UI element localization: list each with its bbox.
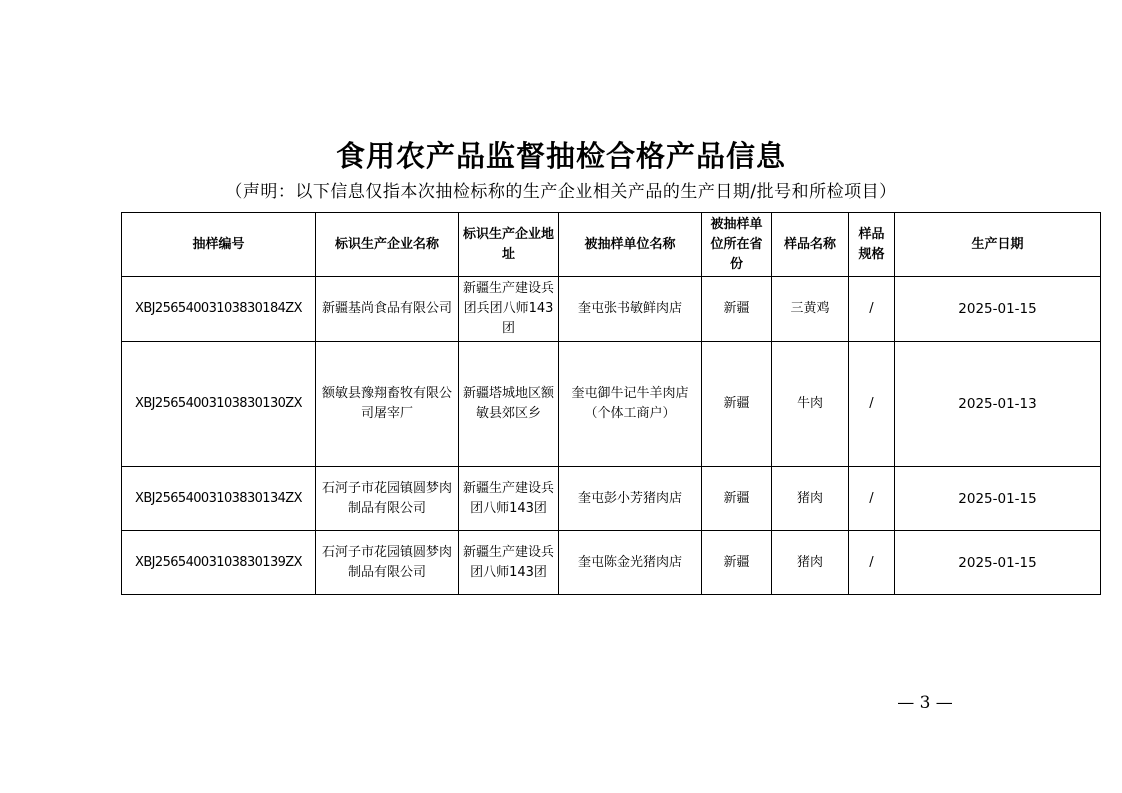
disclaimer-subtitle: （声明：以下信息仅指本次抽检标称的生产企业相关产品的生产日期/批号和所检项目）	[225, 182, 897, 202]
table-row	[122, 531, 1101, 595]
cell-sampled-unit: 奎屯彭小芳猪肉店	[559, 467, 702, 531]
cell-sample-spec: /	[849, 342, 895, 467]
header-sampled-unit: 被抽样单位名称	[559, 213, 702, 277]
table-row	[122, 277, 1101, 342]
header-sample-code: 抽样编号	[122, 213, 316, 277]
cell-manufacturer-address: 新疆生产建设兵团兵团八师143团	[459, 277, 559, 342]
page-number: — 3 —	[897, 693, 953, 713]
cell-province: 新疆	[702, 531, 772, 595]
header-province: 被抽样单位所在省份	[702, 213, 772, 277]
cell-sample-code: XBJ25654003103830139ZX	[122, 531, 316, 595]
cell-sample-name: 三黄鸡	[772, 277, 849, 342]
header-manufacturer-name: 标识生产企业名称	[316, 213, 459, 277]
cell-production-date: 2025-01-15	[895, 467, 1101, 531]
cell-production-date: 2025-01-15	[895, 531, 1101, 595]
cell-sample-code: XBJ25654003103830184ZX	[122, 277, 316, 342]
cell-manufacturer-address: 新疆生产建设兵团八师143团	[459, 531, 559, 595]
inspection-results-table	[121, 212, 1101, 595]
cell-sample-code: XBJ25654003103830130ZX	[122, 342, 316, 467]
cell-sample-spec: /	[849, 467, 895, 531]
cell-sample-name: 猪肉	[772, 467, 849, 531]
header-production-date: 生产日期	[895, 213, 1101, 277]
cell-sample-code: XBJ25654003103830134ZX	[122, 467, 316, 531]
header-sample-spec: 样品规格	[849, 213, 895, 277]
header-sample-name: 样品名称	[772, 213, 849, 277]
table-row	[122, 467, 1101, 531]
cell-manufacturer-name: 石河子市花园镇圆梦肉制品有限公司	[316, 467, 459, 531]
cell-manufacturer-address: 新疆塔城地区额敏县郊区乡	[459, 342, 559, 467]
cell-sample-name: 猪肉	[772, 531, 849, 595]
cell-sample-name: 牛肉	[772, 342, 849, 467]
cell-province: 新疆	[702, 277, 772, 342]
cell-production-date: 2025-01-13	[895, 342, 1101, 467]
cell-sampled-unit: 奎屯陈金光猪肉店	[559, 531, 702, 595]
cell-sample-spec: /	[849, 277, 895, 342]
cell-sampled-unit: 奎屯张书敏鲜肉店	[559, 277, 702, 342]
cell-manufacturer-name: 额敏县豫翔畜牧有限公司屠宰厂	[316, 342, 459, 467]
table-row	[122, 342, 1101, 467]
cell-production-date: 2025-01-15	[895, 277, 1101, 342]
cell-province: 新疆	[702, 342, 772, 467]
cell-manufacturer-name: 新疆基尚食品有限公司	[316, 277, 459, 342]
cell-manufacturer-name: 石河子市花园镇圆梦肉制品有限公司	[316, 531, 459, 595]
table-header-row	[122, 213, 1101, 277]
cell-sampled-unit: 奎屯御牛记牛羊肉店（个体工商户）	[559, 342, 702, 467]
header-manufacturer-address: 标识生产企业地址	[459, 213, 559, 277]
cell-province: 新疆	[702, 467, 772, 531]
cell-sample-spec: /	[849, 531, 895, 595]
page-title: 食用农产品监督抽检合格产品信息	[335, 139, 786, 173]
cell-manufacturer-address: 新疆生产建设兵团八师143团	[459, 467, 559, 531]
